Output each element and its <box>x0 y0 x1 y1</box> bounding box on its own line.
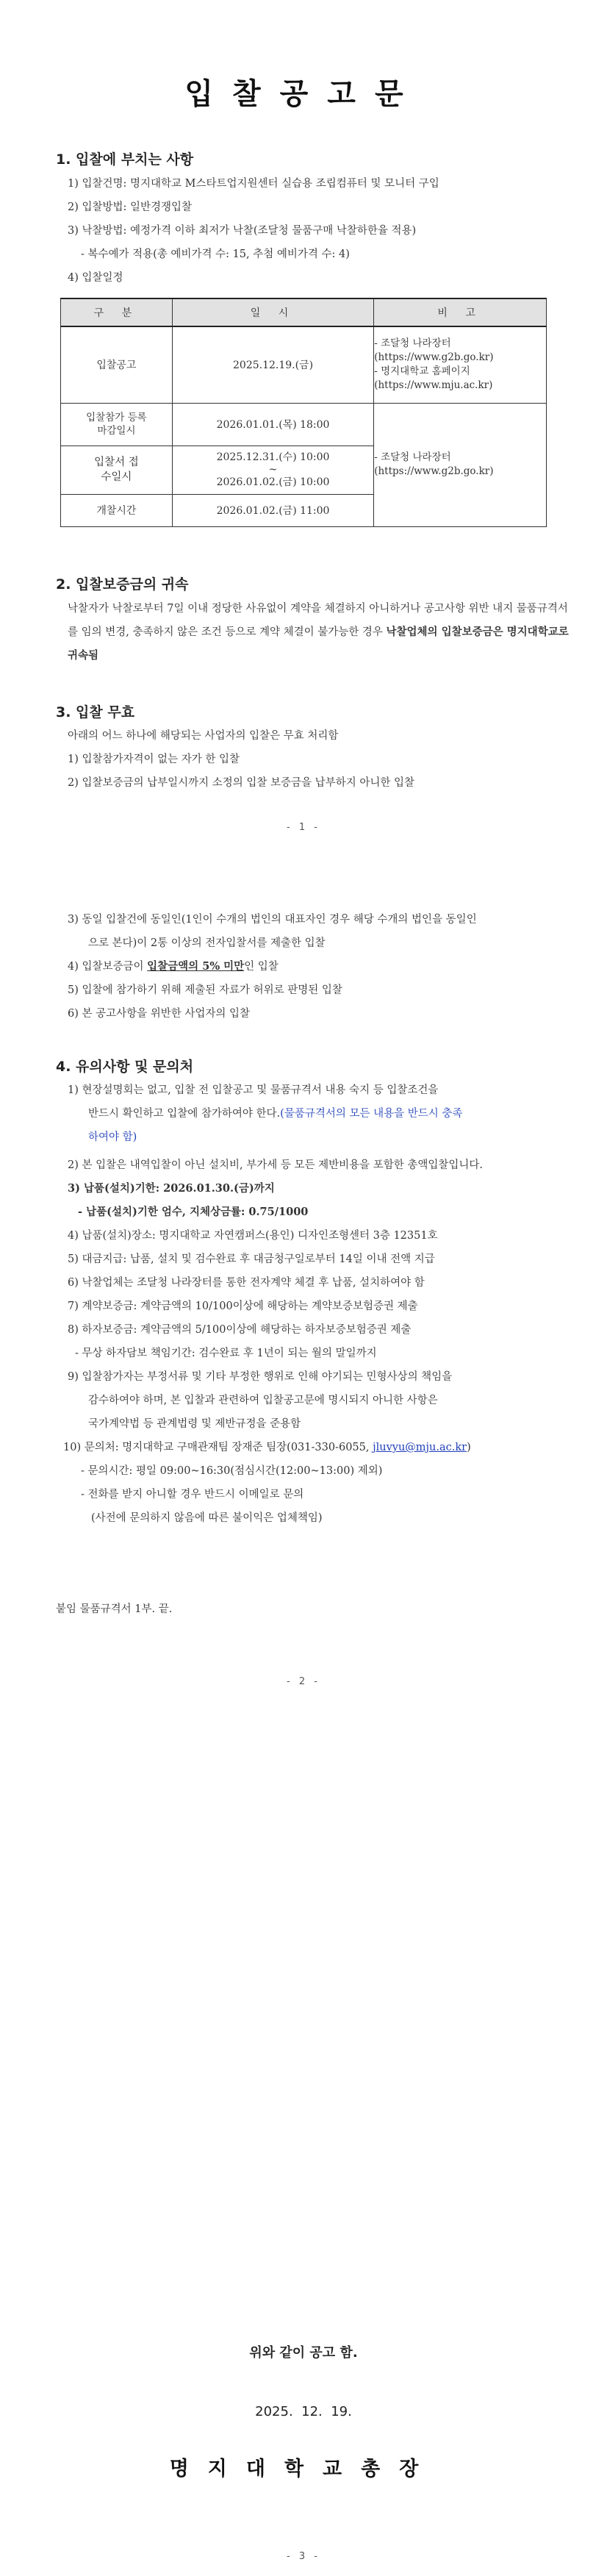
s4-item-10c: - 전화를 받지 아니할 경우 반드시 이메일로 문의 <box>81 1489 304 1500</box>
s4-item-9b: 감수하여야 하며, 본 입찰과 관련하여 입찰공고문에 명시되지 아니한 사항은 <box>88 1395 438 1406</box>
remark-url: (https://www.g2b.go.kr) <box>374 351 494 364</box>
s1-item-3-sub: - 복수예가 적용(총 예비가격 수: 15, 추첨 예비가격 수: 4) <box>81 248 350 260</box>
schedule-table <box>60 298 547 527</box>
s1-item-3: 3) 낙찰방법: 예정가격 이하 최저가 낙찰(조달청 물품구매 낙찰하한율 적용) <box>68 225 417 237</box>
remark-url: (https://www.g2b.go.kr) <box>374 465 494 477</box>
page-number-1: - 1 - <box>287 822 320 833</box>
closing-text: 위와 같이 공고 함. <box>249 2345 358 2361</box>
page-number-3: - 3 - <box>287 2551 320 2562</box>
s2-text: 낙찰자가 낙찰로부터 7일 이내 정당한 사유없이 계약을 체결하지 아니하거나 공고사항 위반 내지 물품규격서를 임의 변경, 충족하지 않은 조건 등으로 계약 체결이 불가능한 경우 <box>68 603 568 638</box>
s1-item-1: 1) 입찰건명: 명지대학교 M스타트업지원센터 실습용 조립컴퓨터 및 모니터 구입 <box>68 178 439 190</box>
remark-line: - 조달청 나라장터 <box>374 451 451 463</box>
col-header-remark: 비 고 <box>374 298 547 326</box>
s4-item-10d: (사전에 문의하지 않음에 따른 불이익은 업체책임) <box>91 1512 323 1524</box>
s1-item-2: 2) 입찰방법: 일반경쟁입찰 <box>68 201 193 213</box>
contact-email-link[interactable]: jluvyu@mju.ac.kr <box>373 1442 467 1453</box>
s4-item-7: 7) 계약보증금: 계약금액의 10/100이상에 해당하는 계약보증보험증권 제출 <box>68 1300 418 1312</box>
s4-item-1c: 하여야 함) <box>88 1131 137 1143</box>
signer-name: 명지대학교총장 <box>169 2458 438 2480</box>
s1-item-4: 4) 입찰일정 <box>68 272 123 284</box>
s3-intro: 아래의 어느 하나에 해당되는 사업자의 입찰은 무효 처리함 <box>68 730 339 742</box>
s3-item-2: 2) 입찰보증금의 납부일시까지 소정의 입찰 보증금을 납부하지 아니한 입찰 <box>68 777 414 789</box>
s2-paragraph <box>68 597 575 668</box>
s4-item-3: 3) 납품(설치)기한: 2026.01.30.(금)까지 <box>68 1182 275 1195</box>
row-remark <box>374 403 547 526</box>
s4-item-10-text: 10) 문의처: 명지대학교 구매관재팀 장재준 팀장(031-330-6055, <box>63 1442 373 1453</box>
row-date <box>172 446 373 494</box>
col-header-category: 구 분 <box>61 298 173 326</box>
s4-item-1b-text: 반드시 확인하고 입찰에 참가하여야 한다. <box>88 1108 281 1120</box>
remark-url: (https://www.mju.ac.kr) <box>374 379 493 392</box>
s4-item-10b: - 문의시간: 평일 09:00~16:30(점심시간(12:00~13:00) 제외) <box>81 1465 383 1477</box>
s3-item-4-pre: 4) 입찰보증금이 <box>68 961 148 973</box>
s4-item-9c: 국가계약법 등 관계법령 및 제반규정을 준용함 <box>88 1418 301 1430</box>
row-date: 2026.01.02.(금) 11:00 <box>172 494 373 526</box>
row-remark <box>374 326 547 403</box>
s4-item-5: 5) 대금지급: 납품, 설치 및 검수완료 후 대금청구일로부터 14일 이내 전액 지급 <box>68 1253 435 1265</box>
s4-item-10 <box>63 1439 471 1456</box>
row-label: 입찰공고 <box>61 326 173 403</box>
col-header-datetime: 일 시 <box>172 298 373 326</box>
remark-line: - 조달청 나라장터 <box>374 337 451 350</box>
s4-item-3b: - 납품(설치)기한 엄수, 지체상금률: 0.75/1000 <box>78 1206 309 1218</box>
s3-item-1: 1) 입찰참가자격이 없는 자가 한 입찰 <box>68 754 240 765</box>
page-title: 입찰공고문 <box>184 77 423 111</box>
s2-bold-text: 낙찰업체의 입찰보증금은 명지대학교로 귀속됨 <box>68 626 569 662</box>
s4-item-9a: 9) 입찰참가자는 부정서류 및 기타 부정한 행위로 인해 야기되는 민형사상의 책임을 <box>68 1371 453 1383</box>
row-label: 입찰참가 등록마감일시 <box>61 403 173 446</box>
s4-item-8: 8) 하자보증금: 계약금액의 5/100이상에 해당하는 하자보증보험증권 제출 <box>68 1324 412 1336</box>
section-2-heading: 2. 입찰보증금의 귀속 <box>56 576 189 593</box>
s4-item-1b-blue: (물품규격서의 모든 내용을 반드시 충족 <box>280 1108 463 1120</box>
row-label: 개찰시간 <box>61 494 173 526</box>
s3-item-3a: 3) 동일 입찰건에 동일인(1인이 수개의 법인의 대표자인 경우 해당 수개의 법인을 동일인 <box>68 914 477 926</box>
section-1-heading: 1. 입찰에 부치는 사항 <box>56 151 194 168</box>
announcement-date: 2025. 12. 19. <box>255 2404 352 2419</box>
s4-item-6: 6) 낙찰업체는 조달청 나라장터를 통한 전자계약 체결 후 납품, 설치하여야 함 <box>68 1277 425 1289</box>
date-tilde: ~ <box>268 463 278 476</box>
s3-item-4 <box>68 959 279 975</box>
s4-item-8b: - 무상 하자담보 책임기간: 검수완료 후 1년이 되는 월의 말일까지 <box>75 1348 377 1359</box>
s3-item-4-post: 인 입찰 <box>244 961 279 973</box>
date-start: 2025.12.31.(수) 10:00 <box>216 451 330 463</box>
page-number-2: - 2 - <box>287 1676 320 1687</box>
attachment-note: 붙임 물품규격서 1부. 끝. <box>56 1603 173 1615</box>
s4-item-1a: 1) 현장설명회는 없고, 입찰 전 입찰공고 및 물품규격서 내용 숙지 등 입찰조건을 <box>68 1084 439 1096</box>
section-4-heading: 4. 유의사항 및 문의처 <box>56 1059 194 1075</box>
section-3-heading: 3. 입찰 무효 <box>56 704 135 720</box>
row-date: 2026.01.01.(목) 18:00 <box>172 403 373 446</box>
s4-item-4: 4) 납품(설치)장소: 명지대학교 자연캠퍼스(용인) 디자인조형센터 3층 12351호 <box>68 1230 438 1242</box>
date-end: 2026.01.02.(금) 10:00 <box>216 476 330 488</box>
row-label: 입찰서 접수일시 <box>61 446 173 494</box>
remark-line: - 명지대학교 홈페이지 <box>374 365 470 378</box>
s4-item-1b <box>88 1106 462 1122</box>
s3-item-3b: 으로 본다)이 2통 이상의 전자입찰서를 제출한 입찰 <box>88 937 326 949</box>
row-date: 2025.12.19.(금) <box>172 326 373 403</box>
s3-item-6: 6) 본 공고사항을 위반한 사업자의 입찰 <box>68 1008 251 1020</box>
s3-item-4-underline: 입찰금액의 5% 미만 <box>147 960 245 973</box>
s3-item-5: 5) 입찰에 참가하기 위해 제출된 자료가 허위로 판명된 입찰 <box>68 984 342 996</box>
s4-item-10-post: ) <box>467 1442 471 1453</box>
s4-item-2: 2) 본 입찰은 내역입찰이 아닌 설치비, 부가세 등 모든 제반비용을 포함한 총액입찰입니다. <box>68 1159 484 1171</box>
